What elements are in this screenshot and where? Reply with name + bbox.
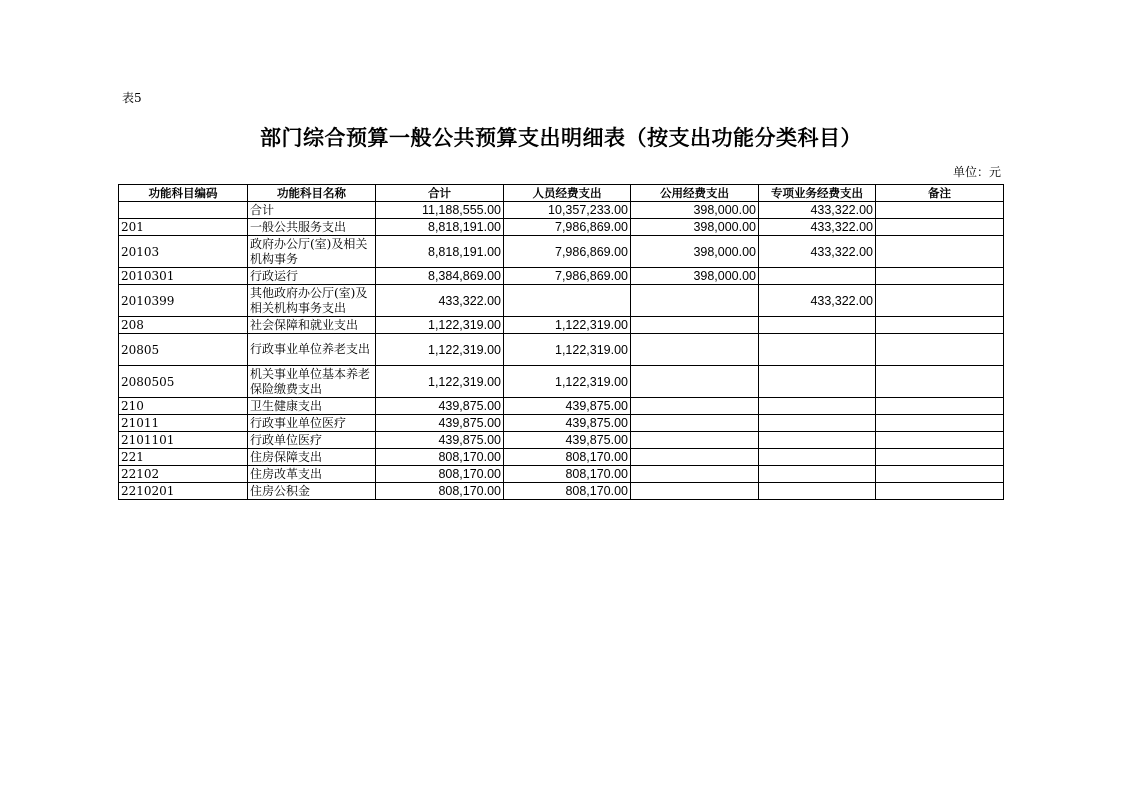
cell-special: [759, 366, 876, 398]
cell-code: 2010301: [119, 268, 248, 285]
cell-note: [876, 432, 1004, 449]
cell-note: [876, 483, 1004, 500]
cell-total: 8,818,191.00: [376, 236, 504, 268]
cell-name: 合计: [248, 202, 376, 219]
cell-special: [759, 483, 876, 500]
cell-name: 行政单位医疗: [248, 432, 376, 449]
cell-name: 机关事业单位基本养老保险缴费支出: [248, 366, 376, 398]
cell-public: [631, 432, 759, 449]
cell-name: 住房公积金: [248, 483, 376, 500]
cell-name: 一般公共服务支出: [248, 219, 376, 236]
cell-special: 433,322.00: [759, 236, 876, 268]
cell-total: 433,322.00: [376, 285, 504, 317]
cell-note: [876, 415, 1004, 432]
cell-special: [759, 398, 876, 415]
cell-public: 398,000.00: [631, 236, 759, 268]
cell-name: 其他政府办公厅(室)及相关机构事务支出: [248, 285, 376, 317]
cell-name: 行政运行: [248, 268, 376, 285]
header-total: 合计: [376, 185, 504, 202]
cell-note: [876, 466, 1004, 483]
cell-note: [876, 285, 1004, 317]
header-special: 专项业务经费支出: [759, 185, 876, 202]
cell-special: [759, 432, 876, 449]
cell-code: 2010399: [119, 285, 248, 317]
cell-public: [631, 398, 759, 415]
cell-public: [631, 317, 759, 334]
table-row: [119, 415, 1004, 432]
cell-total: 11,188,555.00: [376, 202, 504, 219]
table-number-label: 表5: [122, 91, 142, 105]
cell-note: [876, 317, 1004, 334]
cell-personnel: 439,875.00: [504, 398, 631, 415]
cell-personnel: 808,170.00: [504, 483, 631, 500]
cell-special: 433,322.00: [759, 285, 876, 317]
cell-total: 439,875.00: [376, 398, 504, 415]
cell-public: [631, 466, 759, 483]
cell-personnel: 1,122,319.00: [504, 366, 631, 398]
cell-special: [759, 317, 876, 334]
cell-name: 政府办公厅(室)及相关机构事务: [248, 236, 376, 268]
table-row: [119, 317, 1004, 334]
cell-public: 398,000.00: [631, 268, 759, 285]
cell-name: 行政事业单位医疗: [248, 415, 376, 432]
cell-code: 2080505: [119, 366, 248, 398]
cell-total: 8,384,869.00: [376, 268, 504, 285]
cell-code: 20805: [119, 334, 248, 366]
cell-public: [631, 483, 759, 500]
cell-total: 808,170.00: [376, 449, 504, 466]
cell-code: 21011: [119, 415, 248, 432]
cell-code: 2101101: [119, 432, 248, 449]
cell-personnel: 7,986,869.00: [504, 219, 631, 236]
cell-name: 社会保障和就业支出: [248, 317, 376, 334]
unit-label: 单位：元: [952, 165, 1001, 179]
cell-total: 8,818,191.00: [376, 219, 504, 236]
table-row: [119, 202, 1004, 219]
cell-code: 221: [119, 449, 248, 466]
table-row: [119, 219, 1004, 236]
table-row: [119, 398, 1004, 415]
cell-total: 439,875.00: [376, 432, 504, 449]
cell-public: 398,000.00: [631, 202, 759, 219]
header-name: 功能科目名称: [248, 185, 376, 202]
header-note: 备注: [876, 185, 1004, 202]
cell-special: [759, 334, 876, 366]
cell-personnel: 439,875.00: [504, 415, 631, 432]
cell-personnel: 808,170.00: [504, 466, 631, 483]
cell-personnel: 7,986,869.00: [504, 236, 631, 268]
cell-total: 439,875.00: [376, 415, 504, 432]
cell-special: 433,322.00: [759, 202, 876, 219]
header-code: 功能科目编码: [119, 185, 248, 202]
cell-name: 住房保障支出: [248, 449, 376, 466]
cell-public: [631, 285, 759, 317]
table-header-row: [119, 185, 1004, 202]
table-row: [119, 366, 1004, 398]
cell-personnel: 1,122,319.00: [504, 334, 631, 366]
cell-code: 208: [119, 317, 248, 334]
cell-note: [876, 202, 1004, 219]
cell-name: 住房改革支出: [248, 466, 376, 483]
cell-personnel: 10,357,233.00: [504, 202, 631, 219]
cell-total: 1,122,319.00: [376, 334, 504, 366]
cell-note: [876, 219, 1004, 236]
cell-public: [631, 334, 759, 366]
cell-note: [876, 334, 1004, 366]
cell-code: 22102: [119, 466, 248, 483]
cell-public: 398,000.00: [631, 219, 759, 236]
cell-code: 20103: [119, 236, 248, 268]
cell-code: 210: [119, 398, 248, 415]
table-row: [119, 268, 1004, 285]
cell-special: [759, 466, 876, 483]
header-personnel: 人员经费支出: [504, 185, 631, 202]
cell-note: [876, 366, 1004, 398]
table-row: [119, 334, 1004, 366]
page-title: 部门综合预算一般公共预算支出明细表（按支出功能分类科目）: [260, 126, 862, 150]
table-row: [119, 449, 1004, 466]
cell-code: [119, 202, 248, 219]
cell-personnel: 808,170.00: [504, 449, 631, 466]
cell-code: 201: [119, 219, 248, 236]
cell-note: [876, 398, 1004, 415]
cell-note: [876, 268, 1004, 285]
cell-total: 808,170.00: [376, 483, 504, 500]
table-row: [119, 466, 1004, 483]
table-row: [119, 432, 1004, 449]
cell-total: 808,170.00: [376, 466, 504, 483]
cell-total: 1,122,319.00: [376, 317, 504, 334]
table-row: [119, 236, 1004, 268]
table-row: [119, 285, 1004, 317]
cell-note: [876, 236, 1004, 268]
header-public: 公用经费支出: [631, 185, 759, 202]
cell-note: [876, 449, 1004, 466]
cell-code: 2210201: [119, 483, 248, 500]
cell-name: 行政事业单位养老支出: [248, 334, 376, 366]
cell-special: [759, 449, 876, 466]
cell-public: [631, 449, 759, 466]
cell-special: [759, 415, 876, 432]
table-row: [119, 483, 1004, 500]
cell-public: [631, 415, 759, 432]
cell-personnel: 1,122,319.00: [504, 317, 631, 334]
cell-special: [759, 268, 876, 285]
cell-total: 1,122,319.00: [376, 366, 504, 398]
budget-table: [118, 184, 1004, 500]
cell-personnel: 7,986,869.00: [504, 268, 631, 285]
cell-special: 433,322.00: [759, 219, 876, 236]
cell-personnel: 439,875.00: [504, 432, 631, 449]
cell-name: 卫生健康支出: [248, 398, 376, 415]
cell-personnel: [504, 285, 631, 317]
cell-public: [631, 366, 759, 398]
